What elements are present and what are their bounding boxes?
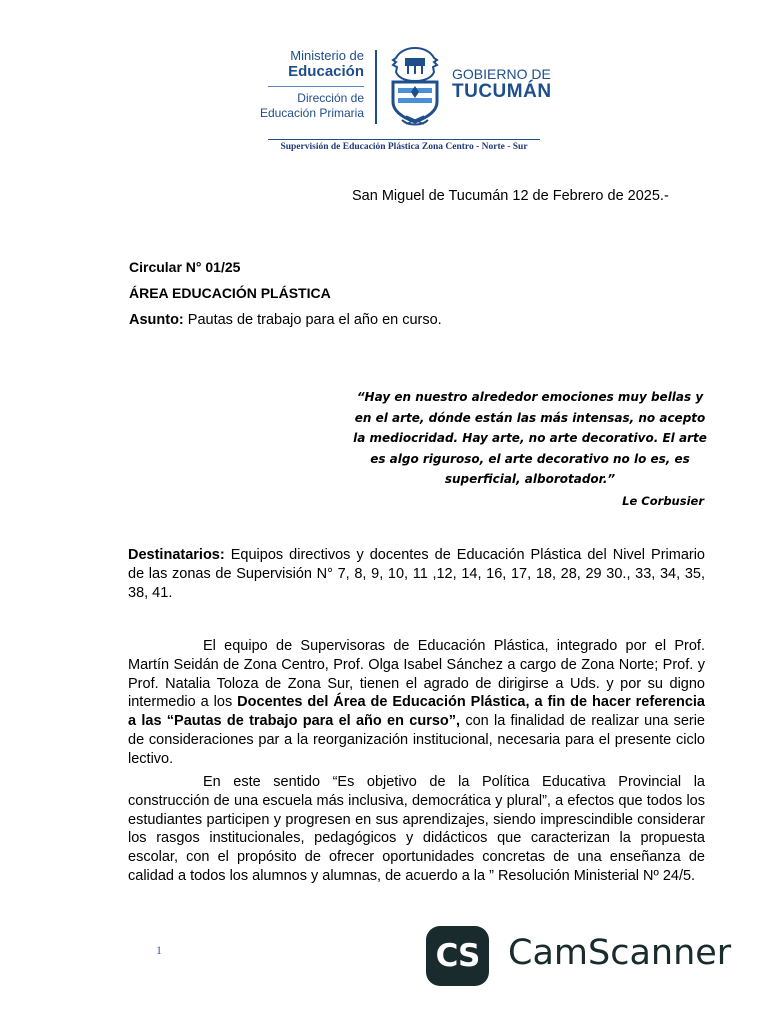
circular-number: Circular N° 01/25	[129, 259, 241, 275]
supervision-caption: Supervisión de Educación Plástica Zona Centro - Norte - Sur	[280, 142, 528, 152]
ministry-line2: Educación	[288, 63, 364, 80]
tucuman-crest-icon	[388, 46, 442, 128]
paragraph1-part2: con la finalidad de realizar una serie de consideraciones par a la reorganización institucional, necesaria para el presente ciclo lectivo.	[128, 713, 705, 767]
camscanner-watermark: CamScanner	[508, 933, 732, 973]
header-rule	[268, 139, 540, 140]
ministry-divider	[268, 86, 364, 87]
paragraph1-part1: El equipo de Supervisoras de Educación Plástica, integrado por el Prof. Martín Seidán de Zona Centro, Prof. Olga Isabel Sánchez a cargo de Zona Norte; Prof. y Prof. Natalia Toloza de Zona Sur, tienen el agrado de dirigirse a Uds. y por su digno intermedio a los	[128, 638, 705, 711]
subject-line	[129, 312, 442, 328]
ministry-logo	[254, 48, 364, 121]
body-paragraph-2	[128, 773, 705, 886]
recipients-label: Destinatarios:	[128, 547, 225, 563]
ministry-line1: Ministerio de	[290, 48, 364, 63]
epigraph-quote: “Hay en nuestro alrededor emociones muy bellas y en el arte, dónde están las más intensas, no acepto la mediocridad. Hay arte, no arte decorativo. El arte es algo riguroso, el arte decorativo no lo es, es superficial, alborotador.”	[353, 390, 707, 486]
page-number: 1	[156, 943, 162, 957]
recipients-text: Equipos directivos y docentes de Educación Plástica del Nivel Primario de las zonas de Supervisión N° 7, 8, 9, 10, 11 ,12, 14, 16, 17, 18, 28, 29 30., 33, 34, 35, 38, 41.	[128, 547, 705, 601]
subject-text: Pautas de trabajo para el año en curso.	[183, 312, 442, 328]
government-logo	[452, 66, 552, 102]
gov-line1: GOBIERNO DE	[452, 66, 551, 82]
camscanner-logo-icon: CS	[426, 926, 489, 986]
header-separator	[375, 50, 377, 124]
direction-line1: Dirección de	[297, 91, 364, 105]
place-and-date: San Miguel de Tucumán 12 de Febrero de 2025.-	[352, 188, 669, 204]
gov-line2: TUCUMÁN	[452, 81, 552, 102]
subject-label: Asunto:	[129, 312, 184, 328]
area-title: ÁREA EDUCACIÓN PLÁSTICA	[129, 285, 331, 301]
direction-line2: Educación Primaria	[259, 106, 364, 120]
paragraph1-bold: Docentes del Área de Educación Plástica, a fin de hacer referencia a las “Pautas de trabajo para el año en curso”,	[128, 694, 705, 730]
paragraph2-text: En este sentido “Es objetivo de la Política Educativa Provincial la construcción de una escuela más inclusiva, democrática y plural”, a efectos que todos los estudiantes participen y progresen en sus aprendizajes, siendo imprescindible considerar los rasgos institucionales, pedagógicos y didácticos que caracterizan la propuesta escolar, con el propósito de ofrecer oportunidades concretas de una enseñanza de calidad a todos los alumnos y alumnas, de acuerdo a la ” Resolución Ministerial Nº 24/5.	[128, 774, 705, 884]
recipients-paragraph	[128, 546, 705, 602]
body-paragraph-1	[128, 637, 705, 769]
quote-author: Le Corbusier	[622, 494, 704, 508]
